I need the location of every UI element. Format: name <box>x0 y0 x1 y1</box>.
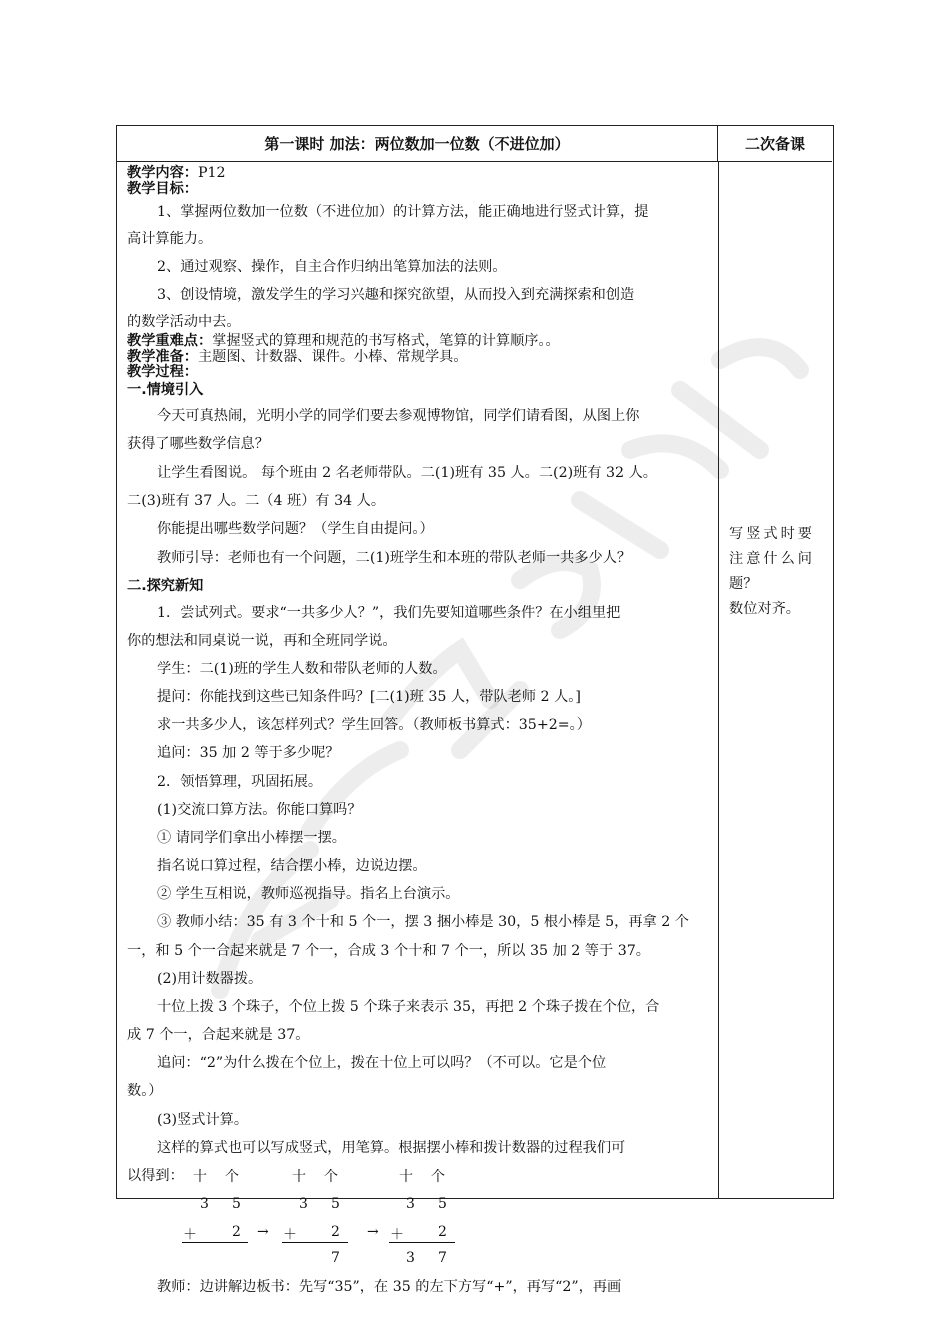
tens-label: 十 <box>193 1169 207 1185</box>
key-points-line: 教学重难点：掌握竖式的算理和规范的书写格式，笔算的计算顺序。。 <box>127 333 560 349</box>
paragraph-cont: 二(3)班有 37 人。二（4 班）有 34 人。 <box>127 493 386 509</box>
paragraph-cont: 成 7 个一，合起来就是 37。 <box>127 1027 310 1043</box>
paragraph: 让学生看图说。 每个班由 2 名老师带队。二(1)班有 35 人。二(2)班有 32 人。 <box>157 465 657 481</box>
plus-sign: ＋ <box>283 1227 297 1243</box>
paragraph: (2)用计数器拨。 <box>157 971 263 987</box>
tens-label: 十 <box>399 1169 413 1185</box>
digit: 5 <box>438 1196 447 1212</box>
arrow-icon: → <box>367 1224 379 1240</box>
ones-label: 个 <box>225 1169 239 1185</box>
digit: 3 <box>200 1196 209 1212</box>
paragraph-cont: 一，和 5 个一合起来就是 7 个一，合成 3 个十和 7 个一，所以 35 加 2 等于 37。 <box>127 943 650 959</box>
paragraph: 你能提出哪些数学问题？（学生自由提问。） <box>157 521 434 537</box>
plus-sign: ＋ <box>183 1227 197 1243</box>
paragraph: 指名说口算过程，结合摆小棒，边说边摆。 <box>157 858 427 874</box>
paragraph: 十位上拨 3 个珠子，个位上拨 5 个珠子来表示 35，再把 2 个珠子拨在个位，合 <box>157 999 660 1015</box>
paragraph: 2．领悟算理，巩固拓展。 <box>157 774 323 790</box>
sum-line <box>182 1242 248 1243</box>
column-divider <box>718 162 719 1198</box>
ones-label: 个 <box>431 1169 445 1185</box>
paragraph: 这样的算式也可以写成竖式，用笔算。根据摆小棒和拨计数器的过程我们可 <box>157 1140 626 1156</box>
sum-line <box>389 1242 455 1243</box>
paragraph: 教师引导：老师也有一个问题，二(1)班学生和本班的带队老师一共多少人？ <box>157 550 632 566</box>
digit: 5 <box>331 1196 340 1212</box>
ones-label: 个 <box>324 1169 338 1185</box>
paragraph-cont: 数。） <box>127 1083 163 1099</box>
section-2-heading: 二.探究新知 <box>127 578 204 594</box>
note-line: 题？ <box>729 576 758 592</box>
digit: 3 <box>299 1196 308 1212</box>
digit: 5 <box>232 1196 241 1212</box>
digit: 3 <box>406 1196 415 1212</box>
paragraph: 学生：二(1)班的学生人数和带队老师的人数。 <box>157 661 447 677</box>
paragraph: 提问：你能找到这些已知条件吗？[二(1)班 35 人，带队老师 2 人。] <box>157 689 581 705</box>
note-line: 数位对齐。 <box>729 601 800 617</box>
paragraph-cont: 以得到： <box>127 1168 184 1184</box>
digit: 2 <box>331 1224 340 1240</box>
paragraph: 求一共多少人，该怎样列式？学生回答。（教师板书算式：35+2=。） <box>157 717 591 733</box>
goal-1-cont: 高计算能力。 <box>127 231 213 247</box>
digit: 2 <box>438 1224 447 1240</box>
goal-2: 2、通过观察、操作，自主合作归纳出笔算加法的法则。 <box>157 259 507 275</box>
paragraph: ③ 教师小结：35 有 3 个十和 5 个一，摆 3 捆小棒是 30，5 根小棒是 5，再拿 2 个 <box>157 914 689 930</box>
note-line: 写竖式时要 <box>729 526 815 542</box>
content-line: 教学内容：P12 <box>127 165 226 181</box>
paragraph: 追问：“2”为什么拨在个位上，拨在十位上可以吗？（不可以。它是个位 <box>157 1055 607 1071</box>
plus-sign: ＋ <box>390 1227 404 1243</box>
goals-heading: 教学目标： <box>127 181 198 197</box>
paragraph: 教师：边讲解边板书：先写“35”，在 35 的左下方写“+”，再写“2”，再画 <box>157 1279 622 1295</box>
lesson-plan-table <box>116 125 834 1295</box>
section-1-heading: 一.情境引入 <box>127 382 204 398</box>
lesson-title: 第一课时 加法：两位数加一位数（不进位加） <box>117 126 718 162</box>
goal-1: 1、掌握两位数加一位数（不进位加）的计算方法，能正确地进行竖式计算，提 <box>157 204 649 220</box>
note-line: 注意什么问 <box>729 551 815 567</box>
sum-line <box>282 1242 348 1243</box>
paragraph: 1．尝试列式。要求“一共多少人？”，我们先要知道哪些条件？在小组里把 <box>157 605 621 621</box>
secondary-prep-header: 二次备课 <box>718 126 832 162</box>
arrow-icon: → <box>257 1224 269 1240</box>
prep-line: 教学准备：主题图、计数器、课件。小棒、常规学具。 <box>127 349 468 365</box>
paragraph-cont: 获得了哪些数学信息？ <box>127 436 269 452</box>
digit: 3 <box>406 1250 415 1266</box>
paragraph: (1)交流口算方法。你能口算吗？ <box>157 802 362 818</box>
paragraph: (3)竖式计算。 <box>157 1112 249 1128</box>
tens-label: 十 <box>292 1169 306 1185</box>
paragraph-cont: 你的想法和同桌说一说，再和全班同学说。 <box>127 633 397 649</box>
paragraph: 今天可真热闹，光明小学的同学们要去参观博物馆，同学们请看图，从图上你 <box>157 408 640 424</box>
goal-3: 3、创设情境，激发学生的学习兴趣和探究欲望，从而投入到充满探索和创造 <box>157 287 635 303</box>
digit: 7 <box>438 1250 447 1266</box>
paragraph: 追问：35 加 2 等于多少呢？ <box>157 745 340 761</box>
paragraph: ② 学生互相说，教师巡视指导。指名上台演示。 <box>157 886 460 902</box>
paragraph: ① 请同学们拿出小棒摆一摆。 <box>157 830 346 846</box>
goal-3-cont: 的数学活动中去。 <box>127 314 241 330</box>
digit: 2 <box>232 1224 241 1240</box>
process-heading: 教学过程： <box>127 364 198 380</box>
digit: 7 <box>331 1250 340 1266</box>
